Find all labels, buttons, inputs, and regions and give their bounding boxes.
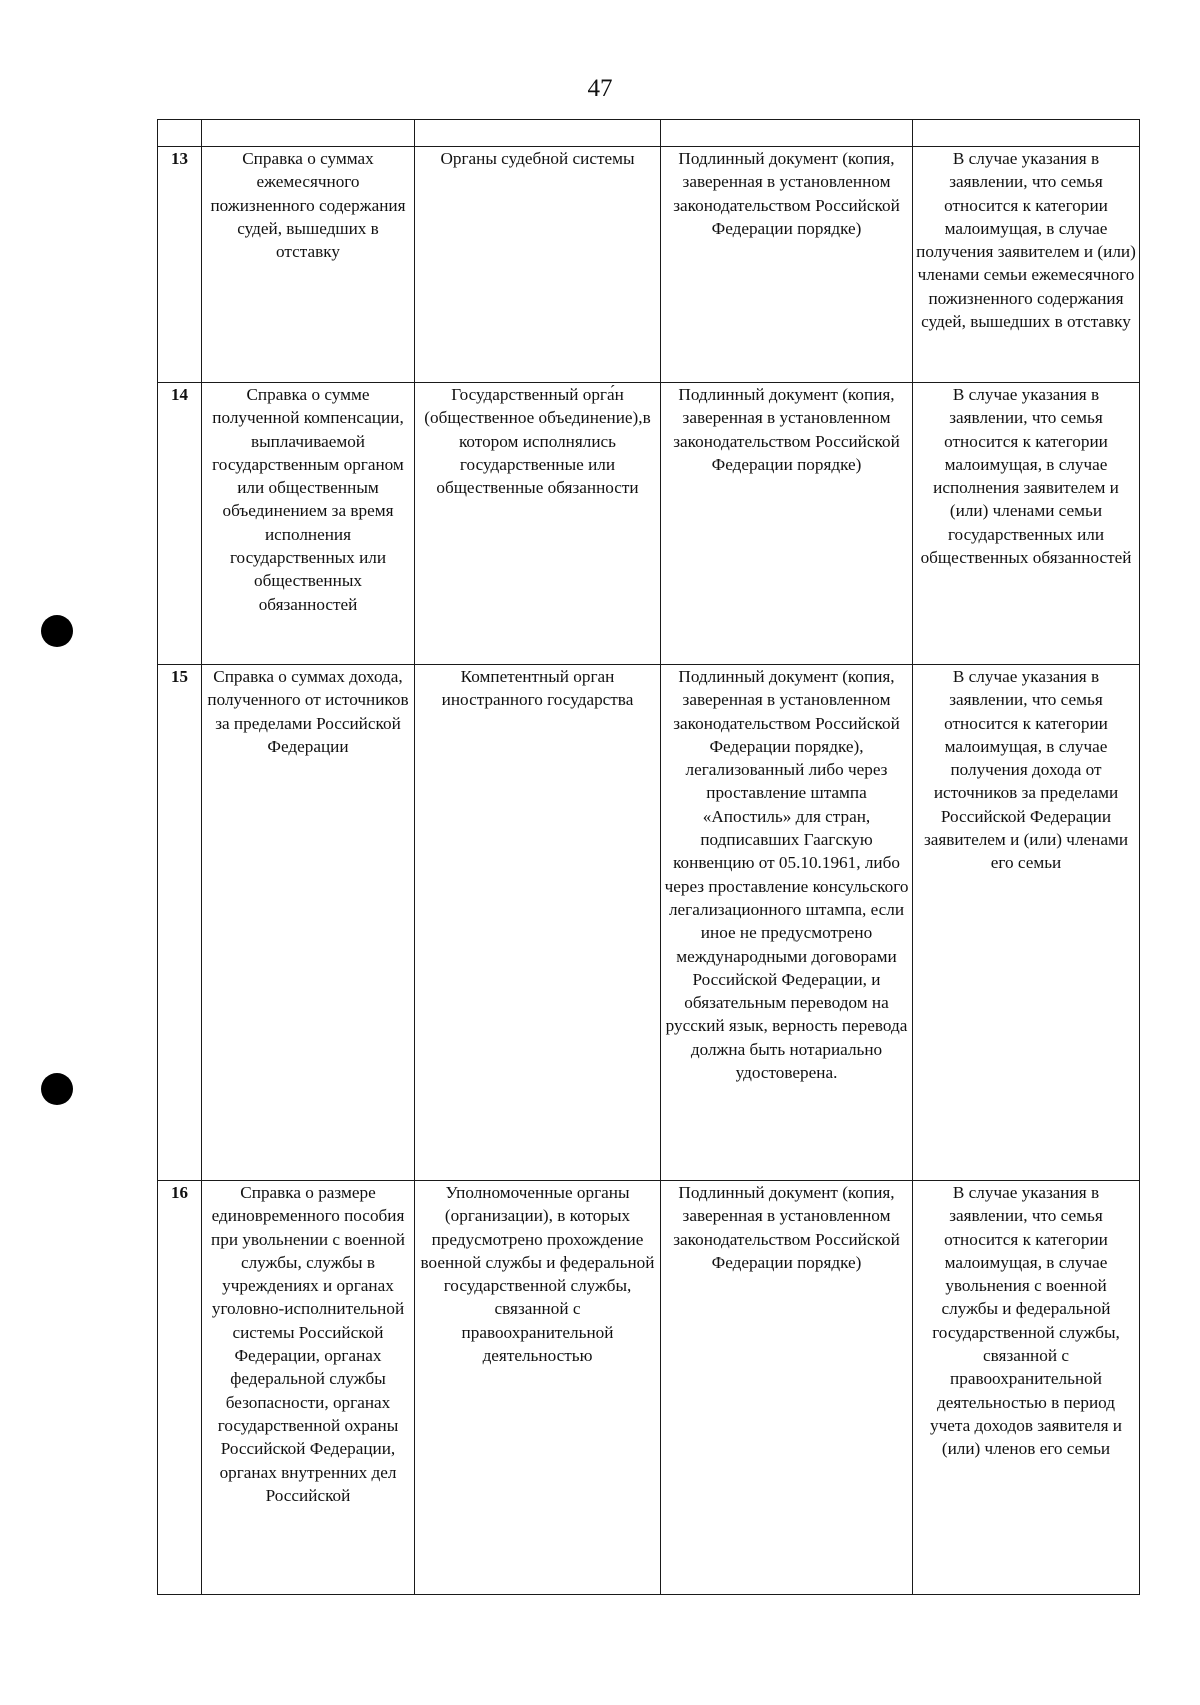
table-header-row	[158, 120, 1140, 147]
row-number: 16	[158, 1181, 202, 1595]
document-form-cell: Подлинный документ (копия, заверенная в установленном законодательством Российской Федерации порядке)	[661, 383, 913, 665]
condition-cell: В случае указания в заявлении, что семья относится к категории малоимущая, в случае получения дохода от источников за пределами Российской Федерации заявителем и (или) членами его семьи	[913, 665, 1140, 1181]
row-number: 13	[158, 147, 202, 383]
document-form-cell: Подлинный документ (копия, заверенная в установленном законодательством Российской Федерации порядке)	[661, 147, 913, 383]
header-cell-document	[202, 120, 415, 147]
table-row	[158, 383, 1140, 665]
condition-cell: В случае указания в заявлении, что семья относится к категории малоимущая, в случае получения заявителем и (или) членами семьи ежемесячного пожизненного содержания судей, вышедших в отставку	[913, 147, 1140, 383]
issuing-authority-cell: Компетентный орган иностранного государства	[415, 665, 661, 1181]
document-name-cell: Справка о суммах дохода, полученного от источников за пределами Российской Федерации	[202, 665, 415, 1181]
page-number: 47	[587, 75, 613, 102]
header-cell-number	[158, 120, 202, 147]
issuing-authority-cell: Уполномоченные органы (организации), в которых предусмотрено прохождение военной службы и федеральной государственной службы, связанной с правоохранительной деятельностью	[415, 1181, 661, 1595]
document-form-cell: Подлинный документ (копия, заверенная в установленном законодательством Российской Федерации порядке)	[661, 1181, 913, 1595]
condition-cell: В случае указания в заявлении, что семья относится к категории малоимущая, в случае исполнения заявителем и (или) членами семьи государственных или общественных обязанностей	[913, 383, 1140, 665]
row-number: 14	[158, 383, 202, 665]
document-form-cell: Подлинный документ (копия, заверенная в установленном законодательством Российской Федерации порядке), легализованный либо через проставление штампа «Апостиль» для стран, подписавших Гаагскую конвенцию от 05.10.1961, либо через проставление консульского легализационного штампа, если иное не предусмотрено международными договорами Российской Федерации, и обязательным переводом на русский язык, верность перевода должна быть нотариально удостоверена.	[661, 665, 913, 1181]
header-cell-condition	[913, 120, 1140, 147]
row-number: 15	[158, 665, 202, 1181]
document-name-cell: Справка о размере единовременного пособия при увольнении с военной службы, службы в учреждениях и органах уголовно-исполнительной системы Российской Федерации, органах федеральной службы безопасности, органах государственной охраны Российской Федерации, органах внутренних дел Российской	[202, 1181, 415, 1595]
issuing-authority-cell: Государственный орга́н (общественное объединение),в котором исполнялись государственные или общественные обязанности	[415, 383, 661, 665]
table-row	[158, 1181, 1140, 1595]
punch-hole-mark	[41, 615, 73, 647]
condition-cell: В случае указания в заявлении, что семья относится к категории малоимущая, в случае увольнения с военной службы и федеральной государственной службы, связанной с правоохранительной деятельностью в период учета доходов заявителя и (или) членов его семьи	[913, 1181, 1140, 1595]
header-cell-form	[661, 120, 913, 147]
table-row	[158, 665, 1140, 1181]
document-name-cell: Справка о сумме полученной компенсации, выплачиваемой государственным органом или общественным объединением за время исполнения государственных или общественных обязанностей	[202, 383, 415, 665]
documents-table	[157, 119, 1140, 1595]
table-row	[158, 147, 1140, 383]
header-cell-issuer	[415, 120, 661, 147]
punch-hole-mark	[41, 1073, 73, 1105]
document-name-cell: Справка о суммах ежемесячного пожизненного содержания судей, вышедших в отставку	[202, 147, 415, 383]
issuing-authority-cell: Органы судебной системы	[415, 147, 661, 383]
